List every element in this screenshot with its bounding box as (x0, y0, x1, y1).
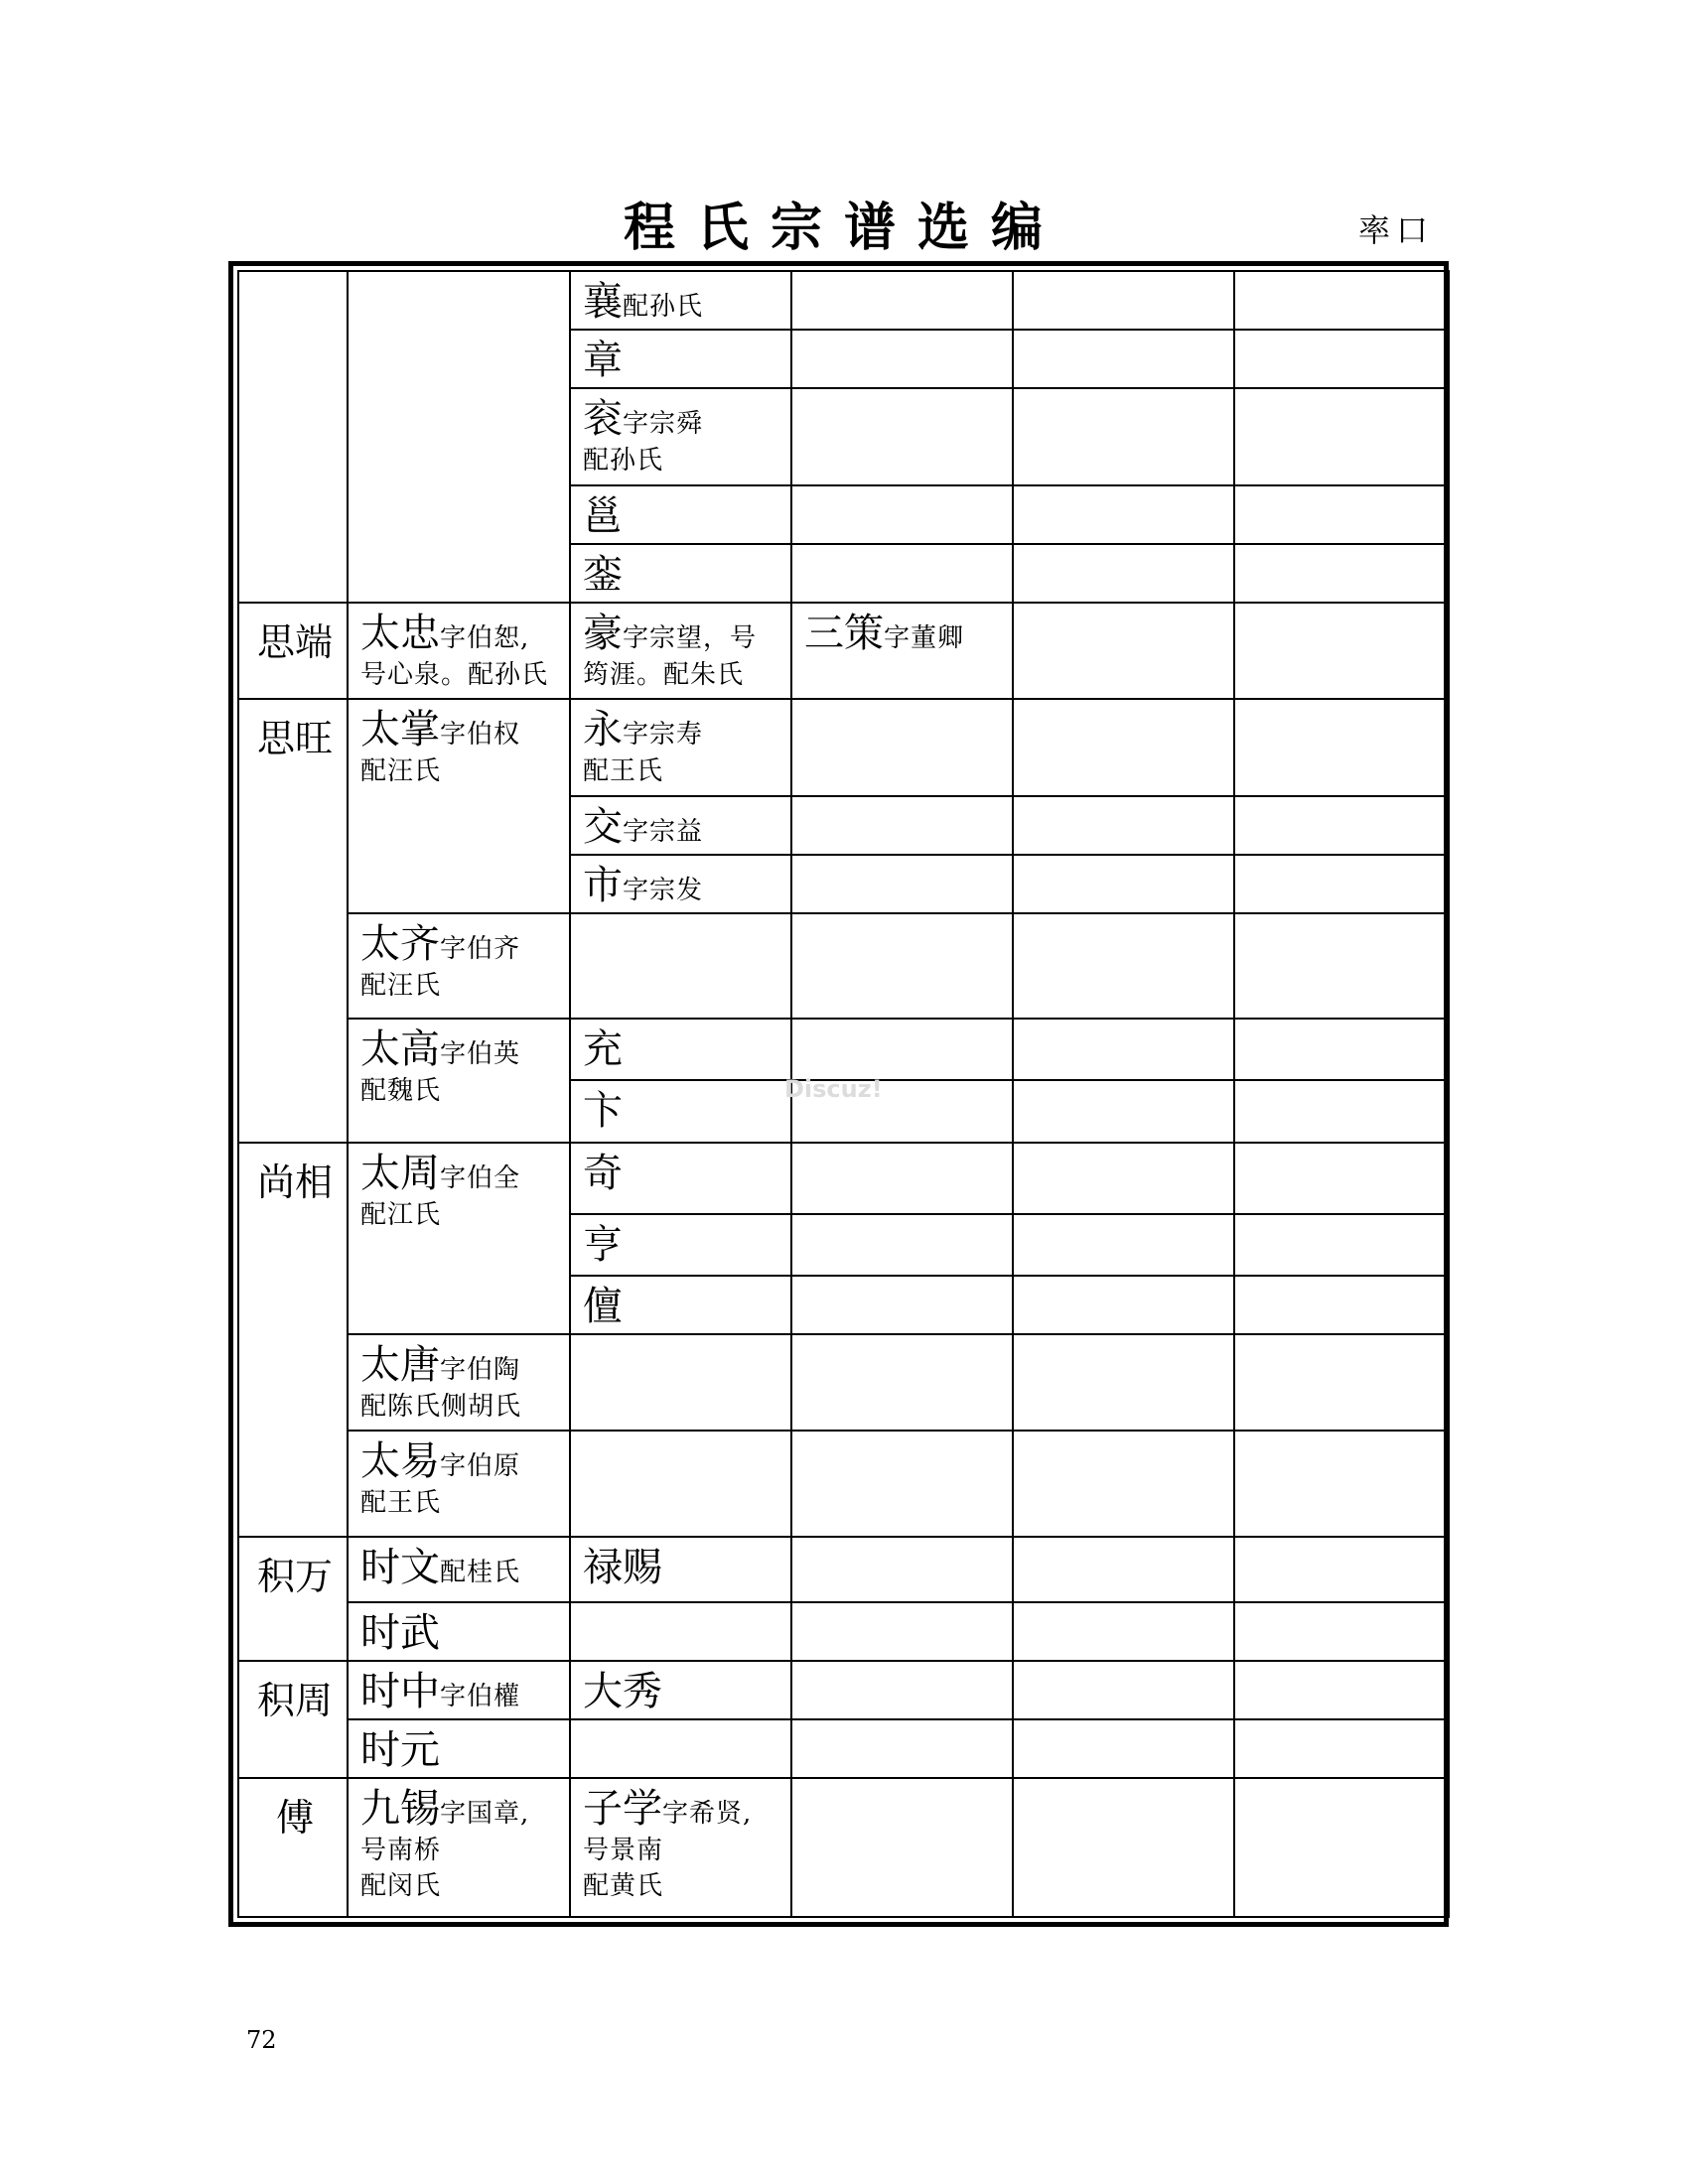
generation-3-cell (570, 330, 791, 388)
generation-3-cell (570, 485, 791, 544)
person-name: 时文 (360, 1544, 440, 1590)
generation-2-cell (348, 913, 570, 1019)
person-name: 禄赐 (583, 1544, 662, 1590)
generation-2-cell (348, 1431, 570, 1536)
person-name: 亨 (583, 1221, 623, 1268)
generation-1-cell: 积周 (238, 1661, 348, 1778)
person-name: 子学 (583, 1786, 662, 1833)
page-number: 72 (246, 2026, 277, 2054)
person-note: 字伯权 (440, 720, 521, 751)
generation-2-cell (348, 1778, 570, 1917)
person-note: 字宗发 (623, 875, 704, 905)
generation-2-cell (348, 1334, 570, 1431)
table-row (238, 1602, 1449, 1661)
person-note: 字伯恕, (440, 622, 530, 653)
person-name: 九锡 (360, 1786, 440, 1833)
person-note: 字希贤, (662, 1799, 753, 1830)
generation-3-cell (570, 1537, 791, 1602)
table-row (238, 1019, 1449, 1080)
generation-1-cell: 思旺 (238, 699, 348, 1142)
generation-2-cell (348, 1719, 570, 1778)
generation-1-cell: 傅 (238, 1778, 348, 1917)
person-note: 号心泉。配孙氏 (360, 659, 549, 690)
generation-3-cell (570, 1276, 791, 1334)
person-name: 三策 (804, 610, 884, 656)
generation-2-cell (348, 699, 570, 913)
table-row (238, 913, 1449, 1019)
generation-2-cell (348, 1143, 570, 1335)
person-name: 永 (583, 707, 623, 753)
person-name: 太高 (360, 1026, 440, 1073)
person-note: 配王氏 (583, 756, 664, 787)
generation-3-cell (570, 1778, 791, 1917)
person-name: 卞 (583, 1088, 623, 1135)
person-note: 配汪氏 (360, 756, 442, 787)
person-note: 号南桥 (360, 1836, 442, 1866)
generation-3-cell (570, 603, 791, 699)
person-note: 配陈氏侧胡氏 (360, 1392, 522, 1423)
generation-3-cell (570, 1019, 791, 1080)
table-row (238, 271, 1449, 330)
person-note: 配桂氏 (440, 1557, 521, 1587)
person-name: 太周 (360, 1150, 440, 1196)
person-name: 儃 (583, 1283, 623, 1329)
generation-3-cell (570, 855, 791, 913)
person-note: 号景南 (583, 1836, 664, 1866)
table-row (238, 1334, 1449, 1431)
table-row (238, 1778, 1449, 1917)
person-note: 字伯全 (440, 1162, 521, 1193)
table-row (238, 1143, 1449, 1214)
person-name: 太易 (360, 1438, 440, 1485)
generation-2-cell (348, 271, 570, 603)
person-note: 字伯英 (440, 1039, 521, 1070)
generation-2-cell (348, 1537, 570, 1602)
watermark: Discuz! (784, 1075, 883, 1103)
person-note: 字董卿 (884, 622, 965, 653)
generation-1-cell: 思端 (238, 603, 348, 699)
person-note: 配闵氏 (360, 1871, 442, 1902)
person-name: 交 (583, 803, 623, 850)
person-name: 衮 (583, 396, 623, 443)
person-name: 襄 (583, 279, 623, 325)
person-name: 大秀 (583, 1669, 662, 1715)
person-name: 銮 (583, 551, 623, 598)
person-note: 配黄氏 (583, 1871, 664, 1902)
person-note: 字宗寿 (623, 720, 704, 751)
person-note: 字伯陶 (440, 1355, 521, 1386)
generation-3-cell (570, 544, 791, 603)
person-note: 配江氏 (360, 1199, 442, 1230)
person-name: 太忠 (360, 610, 440, 656)
person-note: 配孙氏 (623, 292, 704, 322)
generation-2-cell (348, 1019, 570, 1142)
person-note: 配王氏 (360, 1488, 442, 1519)
table-row (238, 1719, 1449, 1778)
person-note: 配魏氏 (360, 1076, 442, 1107)
table-row (238, 603, 1449, 699)
generation-4-cell (791, 603, 1013, 699)
person-note: 字宗望，号 (623, 622, 758, 653)
person-name: 太掌 (360, 707, 440, 753)
generation-3-cell (570, 388, 791, 484)
person-name: 太唐 (360, 1342, 440, 1389)
person-note: 字宗益 (623, 816, 704, 847)
generation-1-cell: 尚相 (238, 1143, 348, 1537)
person-name: 太齐 (360, 920, 440, 967)
generation-3-cell (570, 271, 791, 330)
person-name: 市 (583, 862, 623, 908)
person-name: 奇 (583, 1150, 623, 1196)
person-note: 字伯齐 (440, 933, 521, 964)
place-label: 率口 (1358, 211, 1435, 249)
generation-2-cell (348, 1602, 570, 1661)
table-row (238, 699, 1449, 795)
generation-3-cell (570, 796, 791, 855)
person-note: 配孙氏 (583, 446, 664, 477)
person-name: 时中 (360, 1669, 440, 1715)
page-title: 程氏宗谱选编 (623, 198, 1064, 258)
generation-3-cell (570, 699, 791, 795)
generation-2-cell (348, 1661, 570, 1719)
generation-3-cell (570, 1661, 791, 1719)
person-note: 筠涯。配朱氏 (583, 659, 745, 690)
person-name: 充 (583, 1026, 623, 1073)
generation-3-cell (570, 1143, 791, 1214)
generation-2-cell (348, 603, 570, 699)
generation-1-cell (238, 271, 348, 603)
generation-1-cell: 积万 (238, 1537, 348, 1661)
generation-3-cell (570, 1080, 791, 1142)
person-name: 邕 (583, 492, 623, 539)
table-row (238, 1661, 1449, 1719)
person-note: 字宗舜 (623, 409, 704, 440)
generation-3-cell (570, 1214, 791, 1276)
table-row (238, 1537, 1449, 1602)
table-row (238, 1431, 1449, 1536)
person-note: 字伯權 (440, 1682, 521, 1712)
person-note: 配汪氏 (360, 970, 442, 1001)
person-note: 字国章, (440, 1799, 530, 1830)
person-name: 时元 (360, 1727, 440, 1774)
person-note: 字伯原 (440, 1451, 521, 1482)
person-name: 章 (583, 338, 623, 384)
person-name: 时武 (360, 1609, 440, 1656)
person-name: 豪 (583, 610, 623, 656)
